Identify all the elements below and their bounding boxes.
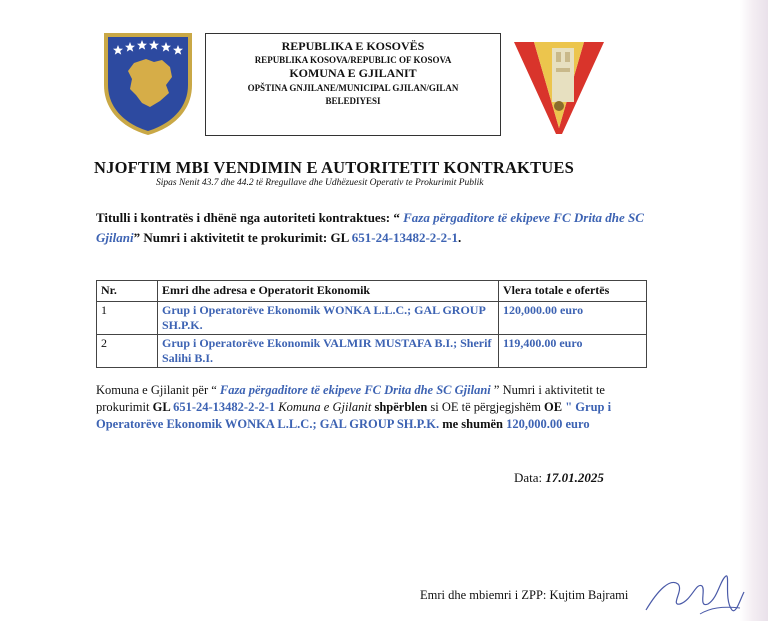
kosovo-emblem-icon — [100, 29, 196, 137]
award-contract-name: Faza përgaditore të ekipeve FC Drita dhe SC Gjilani — [219, 383, 491, 397]
column-header-operator: Emri dhe adresa e Operatorit Ekonomik — [158, 281, 499, 302]
row-number: 2 — [97, 335, 158, 368]
offers-table — [96, 280, 647, 368]
column-header-nr: Nr. — [97, 281, 158, 302]
operator-name: Grup i Operatorëve Ekonomik VALMIR MUSTAFA B.I.; Sherif Salihi B.I. — [158, 335, 499, 368]
header-republic: REPUBLIKA E KOSOVËS — [281, 39, 425, 53]
contract-title-paragraph — [96, 208, 656, 248]
signatory-label: Emri dhe mbiemri i ZPP: — [420, 588, 550, 602]
header-municipality-translations: OPŠTINA GNJILANE/MUNICIPAL GJILAN/GILAN — [247, 83, 459, 93]
document-subtitle: Sipas Nenit 43.7 dhe 44.2 të Rregullave dhe Udhëzuesit Operativ te Prokurimit Publik — [156, 178, 484, 188]
page-edge-shade — [740, 0, 768, 621]
date-label: Data: — [514, 470, 546, 485]
award-text: si OE të përgjegjshëm — [427, 400, 545, 414]
signatory-line — [420, 588, 628, 603]
header-municipality-turkish: BELEDIYESI — [325, 96, 381, 106]
contract-title-mid: ” Numri i aktivitetit te prokurimit: GL — [133, 230, 352, 245]
date-line — [514, 470, 604, 486]
award-text: ” Numri i aktivitetit te prokurimit — [96, 383, 605, 414]
procurement-number: 651-24-13482-2-2-1 — [351, 230, 458, 245]
table-header-row — [97, 281, 647, 302]
offer-value: 120,000.00 euro — [499, 302, 647, 335]
column-header-value: Vlera totale e ofertës — [499, 281, 647, 302]
award-amount-label: me shumën — [439, 417, 507, 431]
municipality-logo-icon — [512, 38, 606, 136]
table-row — [97, 335, 647, 368]
award-verb: shpërblen — [371, 400, 428, 414]
award-paragraph — [96, 382, 656, 433]
award-amount: 120,000.00 euro — [506, 417, 590, 431]
handwritten-signature-icon — [640, 570, 750, 620]
letterhead-box — [205, 33, 501, 136]
document-title: NJOFTIM MBI VENDIMIN E AUTORITETIT KONTRAKTUES — [94, 158, 574, 177]
header-republic-translations: REPUBLIKA KOSOVA/REPUBLIC OF KOSOVA — [254, 55, 452, 65]
award-authority: Komuna e Gjilanit — [275, 400, 372, 414]
operator-name: Grup i Operatorëve Ekonomik WONKA L.L.C.; GAL GROUP SH.P.K. — [158, 302, 499, 335]
award-gl-prefix: GL — [152, 400, 174, 414]
header-municipality: KOMUNA E GJILANIT — [289, 66, 417, 80]
row-number: 1 — [97, 302, 158, 335]
contract-name: Faza përgaditore të ekipeve FC Drita dhe SC Gjilani — [96, 210, 644, 245]
award-winner: " Grup i Operatorëve Ekonomik WONKA L.L.C.; GAL GROUP SH.P.K. — [96, 400, 612, 431]
table-row — [97, 302, 647, 335]
contract-title-end: . — [457, 230, 462, 245]
contract-title-prefix: Titulli i kontratës i dhënë nga autoriteti kontraktues: “ — [96, 210, 400, 225]
award-procurement-number: 651-24-13482-2-2-1 — [173, 400, 276, 414]
date-value: 17.01.2025 — [545, 470, 604, 485]
award-text: Komuna e Gjilanit për “ — [96, 383, 220, 397]
award-oe: OE — [544, 400, 563, 414]
offer-value: 119,400.00 euro — [499, 335, 647, 368]
signatory-name: Kujtim Bajrami — [549, 588, 629, 602]
